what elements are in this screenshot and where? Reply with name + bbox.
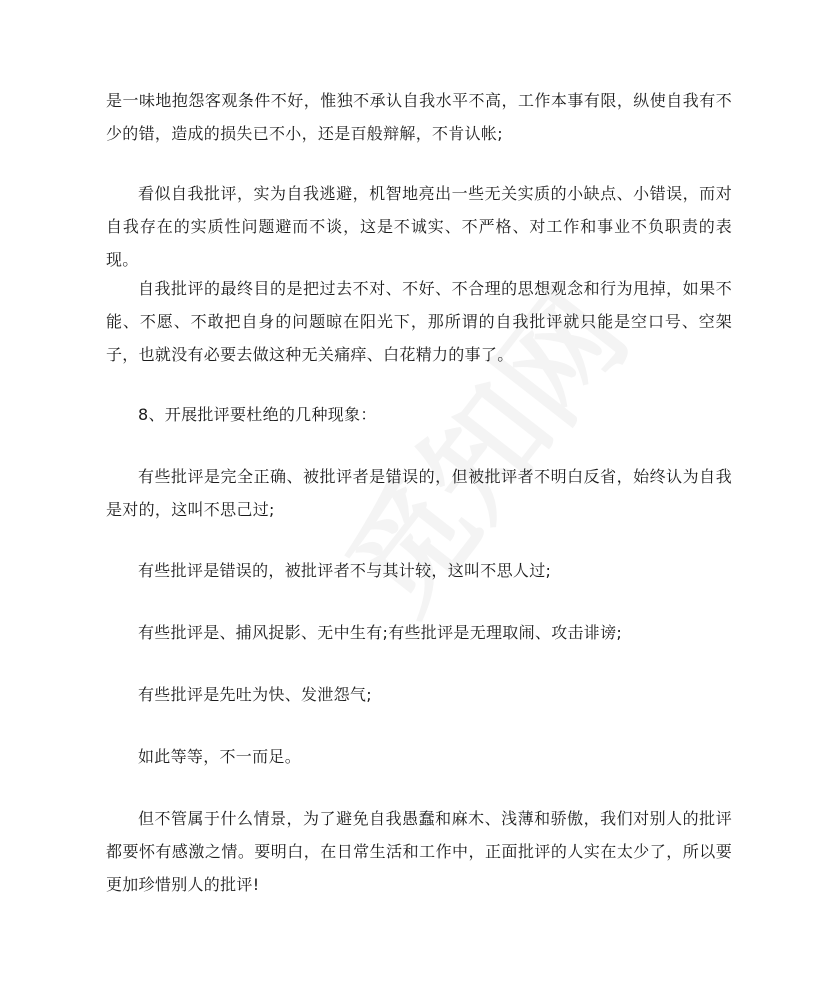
paragraph-10: 但不管属于什么情景，为了避免自我愚蠢和麻木、浅薄和骄傲，我们对别人的批评都要怀有感激之情。要明白，在日常生活和工作中，正面批评的人实在太少了，所以要更加珍惜别人的批评! — [106, 809, 732, 894]
paragraph-8: 有些批评是先吐为快、发泄怨气; — [138, 685, 372, 704]
paragraph-7: 有些批评是、捕风捉影、无中生有;有些批评是无理取闹、攻击诽谤; — [138, 623, 623, 642]
paragraph-6: 有些批评是错误的，被批评者不与其计较，这叫不思人过; — [138, 561, 552, 580]
paragraph-5: 有些批评是完全正确、被批评者是错误的，但被批评者不明白反省，始终认为自我是对的，这叫不思己过; — [106, 467, 732, 519]
paragraph-4-heading: 8、开展批评要杜绝的几种现象： — [138, 405, 377, 424]
paragraph-2: 看似自我批评，实为自我逃避，机智地亮出一些无关实质的小缺点、小错误，而对自我存在的实质性问题避而不谈，这是不诚实、不严格、对工作和事业不负职责的表现。 — [106, 184, 732, 269]
paragraph-1: 是一味地抱怨客观条件不好，惟独不承认自我水平不高，工作本事有限，纵使自我有不少的错，造成的损失已不小，还是百般辩解，不肯认帐; — [106, 91, 732, 143]
paragraph-3: 自我批评的最终目的是把过去不对、不好、不合理的思想观念和行为甩掉，如果不能、不愿、不敢把自身的问题晾在阳光下，那所谓的自我批评就只能是空口号、空架子，也就没有必要去做这种无关痛痒、白花精力的事了。 — [106, 279, 732, 364]
paragraph-9: 如此等等，不一而足。 — [138, 747, 302, 766]
